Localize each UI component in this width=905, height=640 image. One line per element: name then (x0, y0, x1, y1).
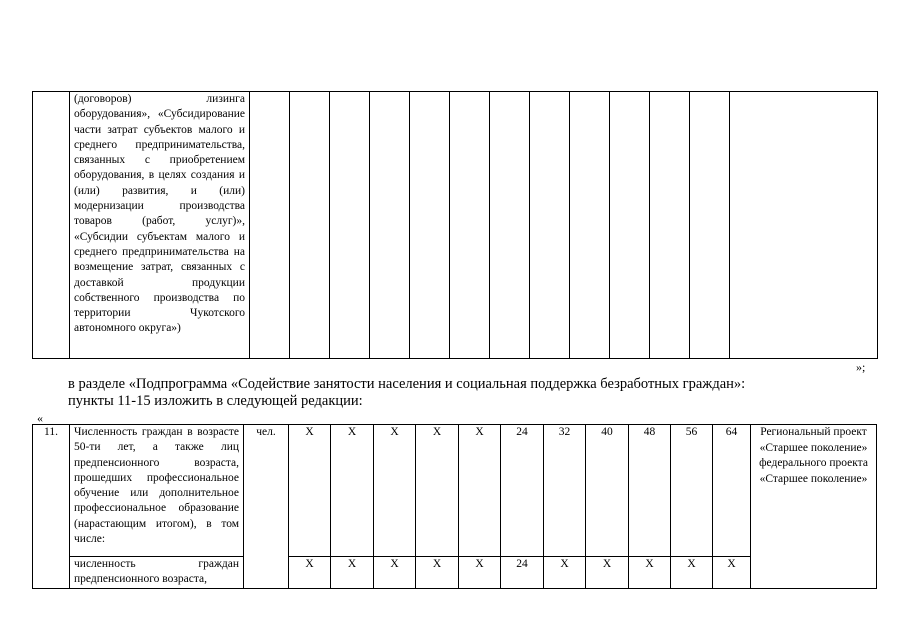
value-cell: 24 (501, 557, 544, 589)
top-value-cell (250, 92, 290, 359)
value-cell: X (671, 557, 713, 589)
top-value-cell (570, 92, 610, 359)
value-cell: 40 (586, 425, 629, 557)
closing-quote-mark: »; (856, 360, 866, 374)
table-row (33, 425, 877, 557)
opening-quote-mark: « (37, 411, 43, 425)
value-cell: X (713, 557, 751, 589)
value-cell: X (331, 557, 374, 589)
top-value-cell (370, 92, 410, 359)
top-value-cell (330, 92, 370, 359)
value-cell: X (374, 425, 416, 557)
value-cell: X (629, 557, 671, 589)
top-value-cell (530, 92, 570, 359)
value-cell: X (374, 557, 416, 589)
top-project-cell (730, 92, 878, 359)
top-value-cell (490, 92, 530, 359)
top-value-cell (450, 92, 490, 359)
value-cell: 64 (713, 425, 751, 557)
top-value-cell (690, 92, 730, 359)
indicators-table (32, 424, 877, 589)
row-number-cell: 11. (33, 425, 70, 589)
top-value-cell (610, 92, 650, 359)
top-description-cell: (договоров) лизинга оборудования», «Субсидирование части затрат субъектов малого и среднего предпринимательства, связанных с приобретением оборудования, в целях создания и (или) развития, и (или) модернизации производства товаров (работ, услуг)», «Субсидии субъектам малого и среднего предпринимательства на возмещение затрат, связанных с доставкой продукции собственного производства по территории Чукотского автономного округа») (70, 92, 250, 359)
unit-cell: чел. (244, 425, 289, 589)
section-paragraph-line2: пункты 11-15 изложить в следующей редакции: (68, 393, 363, 409)
section-paragraph-line1: в разделе «Подпрограмма «Содействие занятости населения и социальная поддержка безработных граждан»: (68, 376, 746, 392)
value-cell: X (459, 557, 501, 589)
indicator-description-cell: Численность граждан в возрасте 50-ти лет, а также лиц предпенсионного возраста, прошедших профессиональное обучение или дополнительное профессиональное образование (нарастающим итогом), в том числе: (70, 425, 244, 557)
value-cell: X (459, 425, 501, 557)
top-value-cell (650, 92, 690, 359)
value-cell: 48 (629, 425, 671, 557)
value-cell: X (416, 425, 459, 557)
top-table (32, 91, 878, 359)
project-cell: Региональный проект «Старшее поколение» федерального проекта «Старшее поколение» (751, 425, 877, 589)
value-cell: X (289, 425, 331, 557)
value-cell: 32 (544, 425, 586, 557)
value-cell: X (416, 557, 459, 589)
table-row (33, 557, 877, 589)
value-cell: X (586, 557, 629, 589)
value-cell: X (544, 557, 586, 589)
value-cell: X (331, 425, 374, 557)
indicator-description-cell: численность граждан предпенсионного возраста, (70, 557, 244, 589)
top-num-cell (33, 92, 70, 359)
value-cell: 24 (501, 425, 544, 557)
value-cell: X (289, 557, 331, 589)
value-cell: 56 (671, 425, 713, 557)
top-value-cell (290, 92, 330, 359)
top-value-cell (410, 92, 450, 359)
